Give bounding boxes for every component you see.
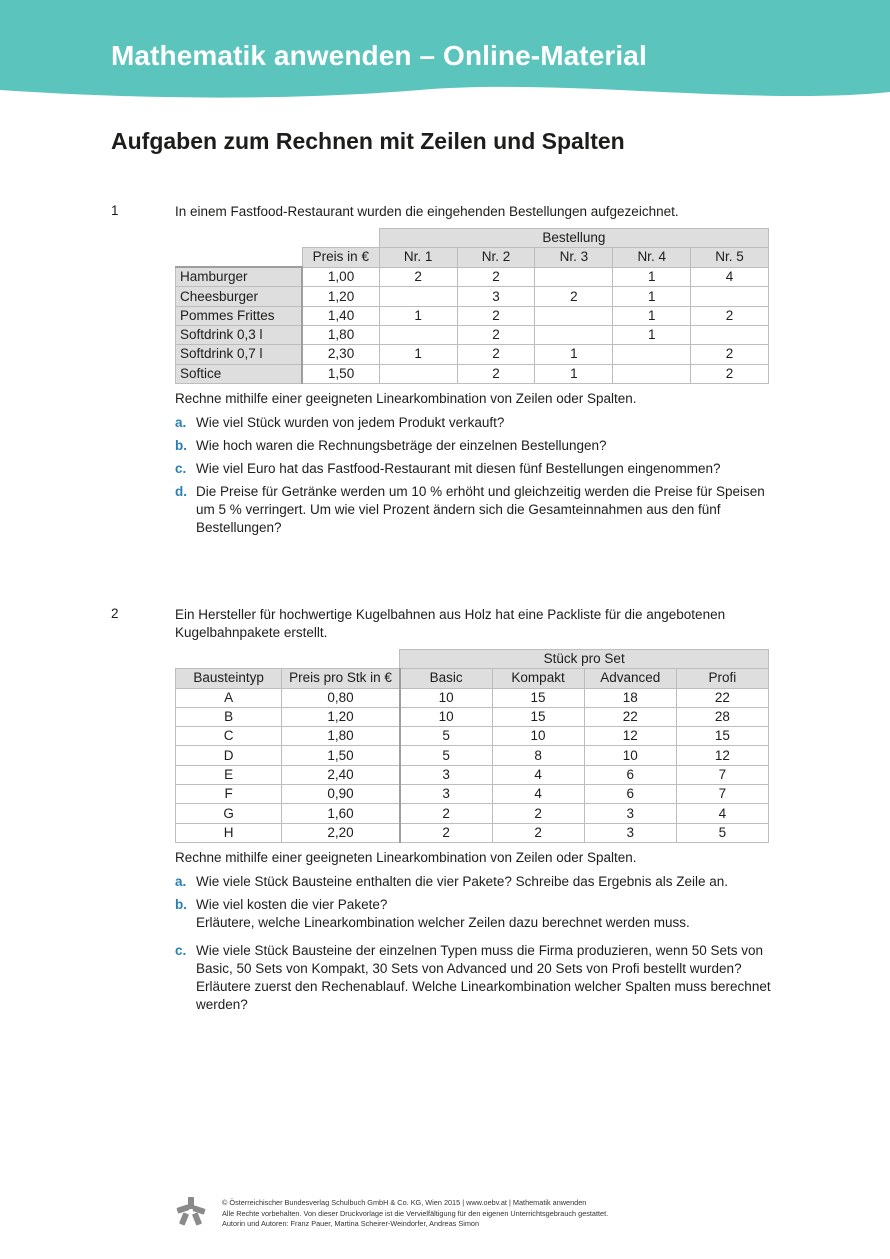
task-body bbox=[175, 203, 771, 542]
table-row bbox=[176, 287, 769, 306]
table-cell-empty bbox=[302, 229, 379, 248]
subtask-item bbox=[175, 460, 771, 478]
table-cell bbox=[535, 325, 613, 344]
footer-line: © Österreichischer Bundesverlag Schulbuch GmbH & Co. KG, Wien 2015 | www.oebv.at | Mathematik anwenden bbox=[222, 1198, 587, 1207]
table-cell: 2 bbox=[691, 306, 769, 325]
table-cell: 2 bbox=[457, 306, 535, 325]
table-cell: 2 bbox=[535, 287, 613, 306]
row-label: Cheesburger bbox=[176, 287, 303, 306]
column-header: Nr. 3 bbox=[535, 248, 613, 267]
subtask-item bbox=[175, 414, 771, 432]
task-body bbox=[175, 606, 771, 1019]
subtask-list bbox=[175, 414, 771, 537]
table-row bbox=[176, 707, 769, 726]
subtask-item bbox=[175, 437, 771, 455]
table-cell: 7 bbox=[676, 785, 768, 804]
table-row bbox=[176, 306, 769, 325]
table-cell: 1 bbox=[613, 306, 691, 325]
table-cell: 1 bbox=[613, 267, 691, 287]
table-cell: 12 bbox=[676, 746, 768, 765]
table-cell: 18 bbox=[584, 688, 676, 707]
row-label: Pommes Frittes bbox=[176, 306, 303, 325]
subtask-letter: c. bbox=[175, 942, 187, 958]
table-header-row bbox=[176, 248, 769, 267]
task-number: 2 bbox=[111, 606, 119, 621]
table-cell bbox=[379, 364, 457, 383]
price-cell: 1,50 bbox=[302, 364, 379, 383]
table-cell: 4 bbox=[691, 267, 769, 287]
table-cell: 1 bbox=[613, 325, 691, 344]
orders-table bbox=[175, 228, 769, 384]
table-cell: 2 bbox=[492, 823, 584, 842]
table-cell: 2 bbox=[457, 325, 535, 344]
type-cell: D bbox=[176, 746, 282, 765]
table-cell bbox=[535, 267, 613, 287]
price-header: Preis pro Stk in € bbox=[282, 669, 400, 688]
header-banner bbox=[0, 0, 890, 104]
price-cell: 2,20 bbox=[282, 823, 400, 842]
type-cell: E bbox=[176, 765, 282, 784]
table-cell: 2 bbox=[379, 267, 457, 287]
table-cell: 5 bbox=[676, 823, 768, 842]
table-cell-empty bbox=[282, 650, 400, 669]
footer-line: Alle Rechte vorbehalten. Von dieser Druckvorlage ist die Vervielfältigung für den eigenen Unterrichtsgebrauch gestattet. bbox=[222, 1208, 609, 1218]
task-number: 1 bbox=[111, 203, 119, 218]
subtask-letter: b. bbox=[175, 437, 187, 453]
table-cell: 2 bbox=[400, 804, 492, 823]
table-row bbox=[176, 823, 769, 842]
table-header-row bbox=[176, 669, 769, 688]
table-cell bbox=[379, 325, 457, 344]
table-cell: 4 bbox=[492, 765, 584, 784]
table-cell-empty bbox=[176, 248, 303, 267]
subtask-letter: a. bbox=[175, 414, 187, 430]
table-cell: 22 bbox=[676, 688, 768, 707]
instruction-text: Rechne mithilfe einer geeigneten Linearkombination von Zeilen oder Spalten. bbox=[175, 390, 637, 406]
table-cell bbox=[691, 325, 769, 344]
table-cell: 2 bbox=[691, 345, 769, 364]
subtask-letter: b. bbox=[175, 896, 187, 912]
table-cell: 5 bbox=[400, 727, 492, 746]
table-cell: 1 bbox=[613, 287, 691, 306]
table-cell: 2 bbox=[457, 345, 535, 364]
table-row bbox=[176, 746, 769, 765]
table-cell: 10 bbox=[584, 746, 676, 765]
price-cell: 0,90 bbox=[282, 785, 400, 804]
table-header-row bbox=[176, 650, 769, 669]
group-header: Bestellung bbox=[379, 229, 768, 248]
table-cell: 2 bbox=[400, 823, 492, 842]
table-cell: 8 bbox=[492, 746, 584, 765]
group-header: Stück pro Set bbox=[400, 650, 769, 669]
price-cell: 2,40 bbox=[282, 765, 400, 784]
price-cell: 0,80 bbox=[282, 688, 400, 707]
table-cell: 3 bbox=[400, 765, 492, 784]
table-cell: 10 bbox=[492, 727, 584, 746]
table-row bbox=[176, 765, 769, 784]
table-cell: 22 bbox=[584, 707, 676, 726]
footer-line: Autorin und Autoren: Franz Pauer, Martina Scheirer-Weindorfer, Andreas Simon bbox=[222, 1219, 480, 1229]
subtask-text: Wie viele Stück Bausteine der einzelnen Typen muss die Firma produzieren, wenn 50 Sets von Basic, 50 Sets von Kompakt, 30 Sets von Advanced und 20 Sets von Profi bestellt wurden? Erläutere zuerst den Rechenablauf. Welche Linearkombination welcher Spalten muss berechnet werden? bbox=[196, 942, 771, 1012]
oebv-logo-icon bbox=[176, 1196, 206, 1226]
table-cell bbox=[535, 306, 613, 325]
table-cell: 28 bbox=[676, 707, 768, 726]
table-cell bbox=[613, 364, 691, 383]
table-cell: 3 bbox=[584, 804, 676, 823]
table-cell: 2 bbox=[492, 804, 584, 823]
table-cell: 3 bbox=[400, 785, 492, 804]
table-cell bbox=[379, 287, 457, 306]
subtask-text: Wie viele Stück Bausteine enthalten die vier Pakete? Schreibe das Ergebnis als Zeile an. bbox=[196, 873, 729, 889]
type-cell: A bbox=[176, 688, 282, 707]
instruction-text: Rechne mithilfe einer geeigneten Linearkombination von Zeilen oder Spalten. bbox=[175, 849, 637, 865]
table-header-row bbox=[176, 229, 769, 248]
table-row bbox=[176, 364, 769, 383]
table-cell: 5 bbox=[400, 746, 492, 765]
price-cell: 1,80 bbox=[282, 727, 400, 746]
table-cell bbox=[613, 345, 691, 364]
page-title: Aufgaben zum Rechnen mit Zeilen und Spalten bbox=[111, 128, 625, 154]
price-cell: 1,20 bbox=[282, 707, 400, 726]
subtask-text-continued: Erläutere, welche Linearkombination welcher Zeilen dazu berechnet werden muss. bbox=[196, 914, 690, 930]
price-cell: 1,60 bbox=[282, 804, 400, 823]
task-intro: In einem Fastfood-Restaurant wurden die eingehenden Bestellungen aufgezeichnet. bbox=[175, 204, 679, 219]
table-cell: 15 bbox=[676, 727, 768, 746]
table-cell: 4 bbox=[676, 804, 768, 823]
subtask-letter: d. bbox=[175, 483, 187, 499]
type-cell: C bbox=[176, 727, 282, 746]
row-label: Softice bbox=[176, 364, 303, 383]
table-cell: 10 bbox=[400, 688, 492, 707]
price-cell: 1,00 bbox=[302, 267, 379, 287]
table-cell: 10 bbox=[400, 707, 492, 726]
table-cell-empty bbox=[176, 229, 303, 248]
task-intro: Ein Hersteller für hochwertige Kugelbahnen aus Holz hat eine Packliste für die angebotenen Kugelbahnpakete erstellt. bbox=[175, 607, 726, 640]
price-cell: 2,30 bbox=[302, 345, 379, 364]
table-cell: 7 bbox=[676, 765, 768, 784]
row-label: Hamburger bbox=[176, 267, 303, 287]
table-cell: 4 bbox=[492, 785, 584, 804]
table-cell: 3 bbox=[457, 287, 535, 306]
type-header: Bausteintyp bbox=[176, 669, 282, 688]
table-cell: 1 bbox=[379, 345, 457, 364]
subtask-text: Wie viel kosten die vier Pakete? bbox=[196, 896, 388, 912]
subtask-text: Wie hoch waren die Rechnungsbeträge der einzelnen Bestellungen? bbox=[196, 437, 607, 453]
type-cell: G bbox=[176, 804, 282, 823]
table-cell: 3 bbox=[584, 823, 676, 842]
row-label: Softdrink 0,3 l bbox=[176, 325, 303, 344]
table-cell: 15 bbox=[492, 707, 584, 726]
table-row bbox=[176, 688, 769, 707]
footer-copyright bbox=[222, 1198, 608, 1230]
packing-list-table bbox=[175, 649, 769, 843]
row-label: Softdrink 0,7 l bbox=[176, 345, 303, 364]
type-cell: B bbox=[176, 707, 282, 726]
column-header: Nr. 4 bbox=[613, 248, 691, 267]
type-cell: H bbox=[176, 823, 282, 842]
table-cell bbox=[691, 287, 769, 306]
table-row bbox=[176, 345, 769, 364]
subtask-list bbox=[175, 873, 771, 1014]
column-header: Kompakt bbox=[492, 669, 584, 688]
table-cell: 6 bbox=[584, 785, 676, 804]
table-cell: 1 bbox=[379, 306, 457, 325]
table-cell: 2 bbox=[457, 364, 535, 383]
column-header: Profi bbox=[676, 669, 768, 688]
price-cell: 1,20 bbox=[302, 287, 379, 306]
table-cell: 6 bbox=[584, 765, 676, 784]
table-row bbox=[176, 727, 769, 746]
banner-title: Mathematik anwenden – Online-Material bbox=[111, 40, 647, 71]
subtask-item bbox=[175, 896, 771, 932]
price-header: Preis in € bbox=[302, 248, 379, 267]
subtask-item bbox=[175, 942, 771, 1014]
table-cell: 1 bbox=[535, 364, 613, 383]
price-cell: 1,80 bbox=[302, 325, 379, 344]
column-header: Nr. 1 bbox=[379, 248, 457, 267]
table-row bbox=[176, 325, 769, 344]
column-header: Basic bbox=[400, 669, 492, 688]
table-cell: 2 bbox=[691, 364, 769, 383]
table-cell-empty bbox=[176, 650, 282, 669]
table-row bbox=[176, 785, 769, 804]
column-header: Nr. 5 bbox=[691, 248, 769, 267]
subtask-text: Wie viel Stück wurden von jedem Produkt verkauft? bbox=[196, 414, 505, 430]
table-cell: 2 bbox=[457, 267, 535, 287]
subtask-text: Die Preise für Getränke werden um 10 % erhöht und gleichzeitig werden die Preise für Speisen um 5 % verringert. Um wie viel Prozent ändern sich die Gesamteinnahmen aus den fünf Bestellungen? bbox=[196, 483, 765, 535]
table-row bbox=[176, 267, 769, 287]
column-header: Nr. 2 bbox=[457, 248, 535, 267]
subtask-item bbox=[175, 873, 771, 891]
type-cell: F bbox=[176, 785, 282, 804]
price-cell: 1,40 bbox=[302, 306, 379, 325]
table-cell: 1 bbox=[535, 345, 613, 364]
table-cell: 12 bbox=[584, 727, 676, 746]
column-header: Advanced bbox=[584, 669, 676, 688]
subtask-text: Wie viel Euro hat das Fastfood-Restaurant mit diesen fünf Bestellungen eingenommen? bbox=[196, 460, 721, 476]
subtask-letter: c. bbox=[175, 460, 187, 476]
table-cell: 15 bbox=[492, 688, 584, 707]
price-cell: 1,50 bbox=[282, 746, 400, 765]
table-row bbox=[176, 804, 769, 823]
subtask-letter: a. bbox=[175, 873, 187, 889]
subtask-item bbox=[175, 483, 771, 537]
